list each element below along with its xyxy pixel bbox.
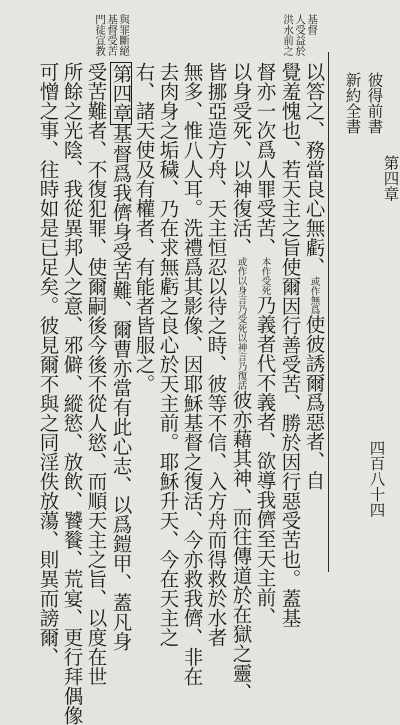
book-name: 彼得前書 (365, 72, 384, 134)
margin-note-3 (118, 14, 130, 56)
column-text: 右、諸天使及有權者、有能者皆服之。 (132, 62, 156, 394)
header-book-name (366, 72, 382, 134)
column-text: 以答之、務當良心無虧、 (302, 62, 326, 277)
column-text: 所餘之光陰、我從異邦人之意、邪僻、縱慾、放飲、饕餮、荒宴、更行拜偶像 (60, 62, 84, 725)
margin-note-1 (94, 14, 106, 56)
margin-note-text: 人受益於 (294, 14, 307, 56)
column-text: 基督爲我儕身受苦難、爾曹亦當有此心志、以爲鎧甲、蓋凡身 (109, 124, 133, 651)
margin-note-2 (106, 14, 118, 56)
inline-note-text: 或作以身言乃受死以神言乃復活 (235, 257, 247, 390)
column-text: 覺羞愧也、若天主之旨使爾因行善受苦、勝於因行惡受苦也。 (278, 62, 302, 589)
inline-note (260, 257, 271, 295)
chapter-label: 第四章 (381, 155, 400, 202)
inline-note-text: 本作受死 (259, 257, 271, 295)
text-column-1 (304, 62, 324, 490)
margin-note-text: 基督 (306, 14, 319, 35)
margin-note-4 (282, 14, 294, 56)
inline-note (309, 277, 320, 315)
margin-note-text: 基督受苦 (106, 14, 119, 56)
chapter-heading: 第四章 (109, 64, 133, 123)
margin-note-text: 與罪斷絕 (118, 14, 131, 56)
margin-note-text: 洪水前之 (282, 14, 295, 56)
inline-note-text: 或作無爲 (308, 276, 320, 315)
text-column-6 (182, 62, 202, 686)
text-column-4 (231, 62, 251, 702)
text-column-2 (280, 62, 300, 628)
column-text: 乃義者代不義者、欲導我儕至天主前、 (253, 295, 277, 627)
book-title: 新約全書 (343, 72, 362, 134)
column-text: 無多、惟八人耳。洗禮爲其影像、因耶穌基督之復活、今亦救我儕、非在 (180, 62, 204, 686)
text-column-5 (206, 62, 226, 647)
column-text: 皆挪亞造方舟、天主恒忍以待之時、彼等不信、入方舟而得救於水者 (204, 62, 228, 647)
column-text: 使彼誘爾爲惡者、自 (302, 314, 326, 490)
column-text: 受苦難者、不復犯罪、使爾嗣後今後不從人慾、而順天主之旨、以度在世 (84, 62, 108, 686)
inline-note (236, 257, 247, 390)
column-text: 可憎之事、往時如是已足矣。彼見爾不與之同淫佚放蕩、則異而謗爾、 (36, 62, 60, 667)
page-number: 四百八十四 (367, 440, 386, 518)
header-book-title (344, 72, 360, 134)
text-column-3 (255, 62, 275, 627)
column-text: 以身受死、以神復活、 (229, 62, 253, 257)
text-column-10 (86, 62, 106, 686)
column-text: 督亦一次爲人罪受苦、 (253, 62, 277, 257)
header-divider (328, 52, 329, 572)
text-column-11 (62, 62, 82, 725)
column-text: 彼亦藉其神、而往傳道於在獄之靈、 (229, 390, 253, 702)
margin-note-text: 門徒宣教 (94, 14, 107, 56)
text-column-7 (158, 62, 178, 647)
text-column-9 (110, 62, 132, 651)
header-page-number (368, 440, 384, 518)
margin-note-5 (294, 14, 306, 56)
text-column-8 (134, 62, 154, 394)
text-column-12 (38, 62, 58, 667)
margin-note-6 (306, 14, 318, 35)
column-text: 蓋基 (278, 588, 302, 628)
header-chapter (382, 155, 398, 202)
column-text: 去肉身之垢穢、乃在求無虧之良心於天主前。耶穌升天、今在天主之 (156, 62, 180, 647)
